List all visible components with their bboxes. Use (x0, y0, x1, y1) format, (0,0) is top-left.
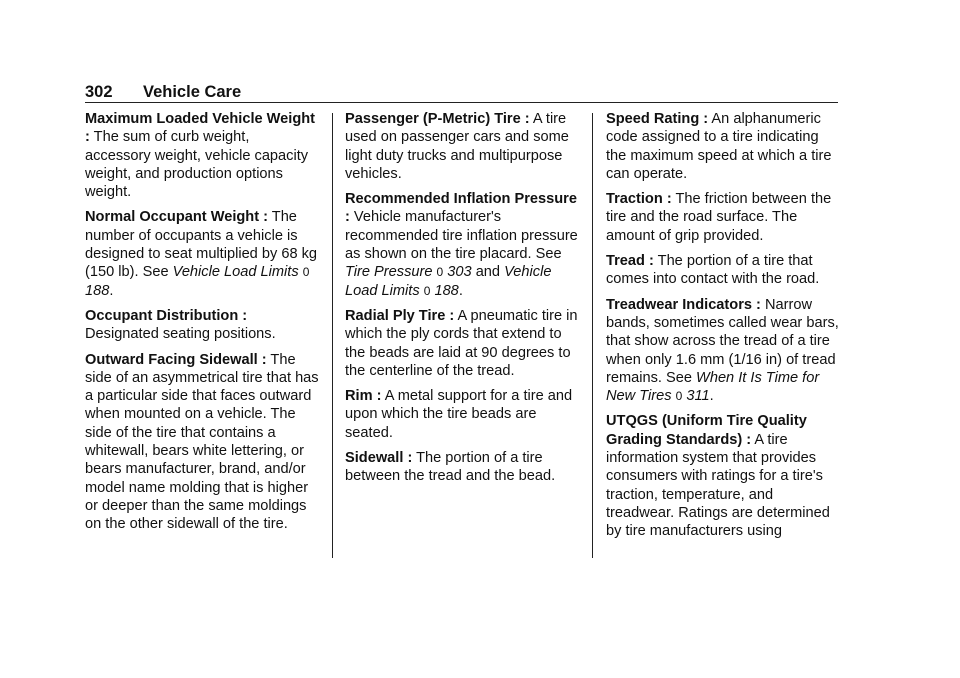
punctuation: . (109, 282, 114, 299)
page-arrow-icon: 0 (436, 265, 444, 280)
section-title: Vehicle Care (143, 83, 242, 101)
glossary-definition: A tire information system that provides consumers with ratings for a tire's traction, temperature, and treadwear. Ratings are determined by tire manufacturers using (606, 431, 830, 540)
page-arrow-icon: 0 (423, 283, 431, 298)
page-header (85, 82, 838, 102)
glossary-definition: Narrow bands, sometimes called wear bars, that show across the tread of a tire when only 1.6 mm (1/16 in) of tread remains. See (606, 296, 839, 386)
glossary-entry (606, 412, 840, 540)
connector-text: and (471, 264, 505, 281)
reference-page[interactable]: 188 (434, 282, 459, 299)
glossary-entry (345, 449, 579, 486)
reference-page[interactable]: 311 (686, 388, 710, 405)
glossary-definition: Vehicle manufacturer's recommended tire inflation pressure as shown on the tire placard. See (345, 209, 578, 263)
glossary-term: Outward Facing Sidewall : (85, 351, 267, 368)
glossary-entry (606, 252, 840, 289)
glossary-definition: The sum of curb weight, accessory weight, vehicle capacity weight, and production options weight. (85, 129, 309, 201)
cross-reference-link[interactable]: Vehicle Load Limits (345, 264, 552, 299)
header-rule (85, 102, 838, 103)
cross-reference-link[interactable]: When It Is Time for New Tires (606, 369, 820, 405)
punctuation: . (458, 282, 463, 299)
glossary-term: UTQGS (Uniform Tire Quality Grading Standards) : (606, 413, 807, 448)
glossary-entry (345, 307, 579, 380)
page-arrow-icon: 0 (302, 265, 310, 280)
column-3 (606, 110, 840, 548)
glossary-definition: Designated seating positions. (85, 326, 276, 343)
glossary-entry (345, 190, 579, 300)
cross-reference-link[interactable]: Vehicle Load Limits (172, 264, 299, 281)
glossary-entry (85, 307, 319, 344)
column-2 (345, 110, 579, 493)
glossary-entry (85, 208, 319, 299)
cross-reference-link[interactable]: Tire Pressure (345, 264, 433, 281)
glossary-entry (85, 351, 319, 534)
glossary-term: Tread : (606, 253, 654, 270)
glossary-term: Normal Occupant Weight : (85, 209, 268, 226)
glossary-definition: The friction between the tire and the road surface. The amount of grip provided. (606, 191, 832, 244)
glossary-definition: The side of an asymmetrical tire that has a particular side that faces outward when mounted on a vehicle. The side of the tire that contains a whitewall, bears white lettering, or bears manufacturer, brand, and/or model name molding that is higher or deeper than the same moldings on the other sidewall of the tire. (85, 351, 319, 533)
reference-page[interactable]: 188 (85, 282, 110, 299)
glossary-entry (606, 110, 840, 183)
glossary-definition: The portion of a tire between the tread and the bead. (345, 450, 556, 485)
glossary-definition: The portion of a tire that comes into contact with the road. (606, 253, 820, 288)
column-divider-1 (332, 113, 333, 558)
glossary-definition: A pneumatic tire in which the ply cords that extend to the beads are laid at 90 degrees to the centerline of the tread. (345, 307, 578, 379)
column-divider-2 (592, 113, 593, 558)
page-number: 302 (85, 83, 113, 101)
glossary-term: Occupant Distribution : (85, 307, 248, 324)
column-1 (85, 110, 319, 541)
glossary-term: Radial Ply Tire : (345, 307, 455, 324)
glossary-term: Treadwear Indicators : (606, 296, 761, 313)
glossary-term: Rim : (345, 388, 382, 405)
glossary-entry (345, 387, 579, 442)
glossary-entry (345, 110, 579, 183)
punctuation: . (709, 388, 714, 405)
glossary-entry (606, 296, 840, 406)
glossary-definition: The number of occupants a vehicle is designed to seat multiplied by 68 kg (150 lb). See (85, 209, 318, 281)
glossary-definition: An alphanumeric code assigned to a tire indicating the maximum speed at which a tire can operate. (606, 111, 832, 182)
glossary-definition: A tire used on passenger cars and some light duty trucks and multipurpose vehicles. (345, 111, 569, 182)
glossary-definition: A metal support for a tire and upon which the tire beads are seated. (345, 388, 573, 441)
glossary-term: Speed Rating : (606, 111, 709, 127)
glossary-term: Recommended Inflation Pressure : (345, 191, 577, 226)
glossary-entry (85, 110, 319, 201)
glossary-term: Passenger (P-Metric) Tire : (345, 111, 530, 127)
reference-page[interactable]: 303 (447, 264, 472, 281)
glossary-term: Maximum Loaded Vehicle Weight : (85, 111, 316, 146)
page-arrow-icon: 0 (675, 389, 683, 404)
glossary-entry (606, 190, 840, 245)
glossary-term: Traction : (606, 191, 672, 208)
glossary-term: Sidewall : (345, 450, 413, 467)
